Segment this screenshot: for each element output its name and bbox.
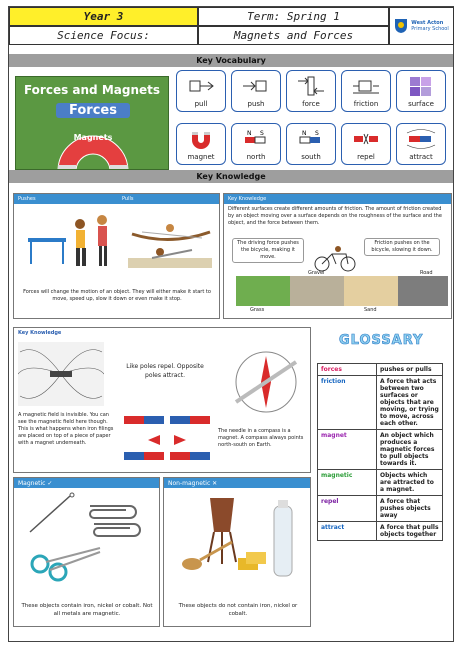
vocab-word: magnet — [187, 153, 215, 161]
topic-banner — [15, 76, 169, 170]
surface-label-gravel: Gravel — [308, 270, 325, 276]
glossary-row — [318, 496, 443, 522]
children-pushing-icon — [18, 208, 116, 278]
glossary-term: friction — [318, 376, 377, 430]
force-icon — [296, 75, 326, 97]
glossary-definition: Objects which are attracted to a magnet. — [377, 470, 443, 496]
magnetic-objects-icon — [20, 492, 154, 588]
school-sub: Primary School — [411, 26, 449, 32]
compass-text: The needle in a compass is a magnet. A compass always points north-south on Earth. — [218, 428, 304, 448]
svg-text:S: S — [260, 129, 264, 137]
bar-magnet-south-icon — [296, 128, 326, 150]
focus-topic: Magnets and Forces — [198, 26, 389, 45]
bar-magnet-north-icon — [241, 128, 271, 150]
attract-icon — [406, 128, 436, 150]
vocab-card-attract — [396, 123, 446, 165]
vocab-word: repel — [357, 153, 375, 161]
svg-text:S: S — [315, 129, 319, 137]
nonmagnetic-title: Non-magnetic ✕ — [164, 478, 311, 488]
vocab-card-friction — [341, 70, 391, 112]
forces-caption: Forces will change the motion of an object. They will either make it start to move, speed up, slow it down or even make it stop. — [23, 289, 211, 302]
glossary-row — [318, 522, 443, 541]
sand-swatch — [344, 276, 398, 306]
friction-panel — [223, 193, 452, 319]
glossary-row — [318, 430, 443, 470]
pull-icon — [186, 75, 216, 97]
horseshoe-magnet-icon — [52, 119, 134, 170]
glossary-definition: pushes or pulls — [377, 364, 443, 376]
compass-icon — [226, 342, 306, 422]
push-pull-panel — [13, 193, 220, 319]
driving-force-note: The driving force pushes the bicycle, making it move. — [232, 238, 304, 263]
surface-label-grass: Grass — [250, 307, 265, 313]
vocab-word: friction — [353, 100, 379, 108]
vocab-word: surface — [408, 100, 434, 108]
glossary-definition: An object which produces a magnetic forces to pull objects towards it. — [377, 430, 443, 470]
surface-label-road: Road — [420, 270, 433, 276]
vocab-card-south — [286, 123, 336, 165]
vocab-card-repel — [341, 123, 391, 165]
vocab-word: pull — [194, 100, 208, 108]
iron-filings-field-icon — [18, 342, 104, 406]
glossary-row — [318, 470, 443, 496]
vocab-card-surface — [396, 70, 446, 112]
poles-text: Like poles repel. Opposite poles attract. — [126, 363, 204, 379]
pulls-title: Pulls — [118, 194, 220, 204]
svg-text:N: N — [302, 129, 307, 137]
focus-label: Science Focus: — [9, 26, 198, 45]
glossary-term: forces — [318, 364, 377, 376]
surface-icon — [407, 75, 435, 97]
term-label: Term: Spring 1 — [198, 7, 389, 26]
glossary-term: attract — [318, 522, 377, 541]
bar-magnets-attract-repel-icon — [120, 410, 214, 468]
pushes-title: Pushes — [14, 194, 125, 204]
school-crest-icon — [394, 18, 408, 34]
glossary-definition: A force that pushes objects away — [377, 496, 443, 522]
rowing-pulling-icon — [122, 208, 218, 278]
glossary-definition: A force that pulls objects together — [377, 522, 443, 541]
grass-swatch — [236, 276, 290, 306]
surface-label-sand: Sand — [364, 307, 377, 313]
magnetic-title: Magnetic ✓ — [14, 478, 160, 488]
glossary-term: repel — [318, 496, 377, 522]
glossary-heading: GLOSSARY — [339, 333, 424, 348]
vocab-card-north — [231, 123, 281, 165]
kk-title: Key Knowledge — [224, 194, 452, 204]
banner-title: Forces and Magnets — [23, 83, 161, 97]
year-label: Year 3 — [9, 7, 198, 26]
glossary-term: magnet — [318, 430, 377, 470]
field-text: A magnetic field is invisible. You can see the magnetic field here though. This is what happens when iron filings are placed on top of a piece of paper with a magnet underneath. — [18, 412, 114, 446]
magnet-icon — [188, 128, 214, 150]
non-magnetic-panel — [163, 477, 311, 627]
magnetic-panel — [13, 477, 160, 627]
vocab-word: north — [246, 153, 266, 161]
vocab-card-push — [231, 70, 281, 112]
glossary-term: magnetic — [318, 470, 377, 496]
magnetism-panel — [13, 327, 311, 473]
knowledge-heading: Key Knowledge — [9, 170, 453, 183]
nonmagnetic-caption: These objects do not contain iron, nickel or cobalt. — [178, 603, 298, 617]
glossary-table — [317, 363, 443, 541]
knowledge-organiser — [8, 6, 454, 642]
gravel-swatch — [290, 276, 344, 306]
magnetic-caption: These objects contain iron, nickel or cobalt. Not all metals are magnetic. — [21, 603, 153, 617]
school-name: West Acton — [411, 20, 444, 26]
vocab-card-magnet — [176, 123, 226, 165]
push-icon — [241, 75, 271, 97]
banner-magnets-word: Magnets — [73, 133, 113, 142]
friction-icon — [351, 75, 381, 97]
road-swatch — [398, 276, 448, 306]
svg-text:N: N — [247, 129, 252, 137]
vocab-card-force — [286, 70, 336, 112]
glossary-row — [318, 364, 443, 376]
magnetism-title: Key Knowledge — [14, 328, 311, 338]
glossary-row — [318, 376, 443, 430]
vocab-word: attract — [409, 153, 433, 161]
glossary-definition: A force that acts between two surfaces or objects that are moving, or trying to move, across each other. — [377, 376, 443, 430]
vocab-word: force — [302, 100, 320, 108]
banner-forces-word: Forces — [56, 103, 130, 118]
vocab-word: south — [301, 153, 321, 161]
vocab-heading: Key Vocabulary — [9, 54, 453, 67]
repel-icon — [351, 128, 381, 150]
vocab-card-pull — [176, 70, 226, 112]
non-magnetic-objects-icon — [170, 492, 306, 588]
surfaces-text: Different surfaces create different amounts of friction. The amount of friction created by an object moving over a surface depends on the roughness of the surface and the object, and the force between them. — [228, 206, 442, 226]
vocab-word: push — [247, 100, 265, 108]
friction-note: Friction pushes on the bicycle, slowing it down. — [364, 238, 440, 256]
school-logo — [389, 7, 454, 45]
